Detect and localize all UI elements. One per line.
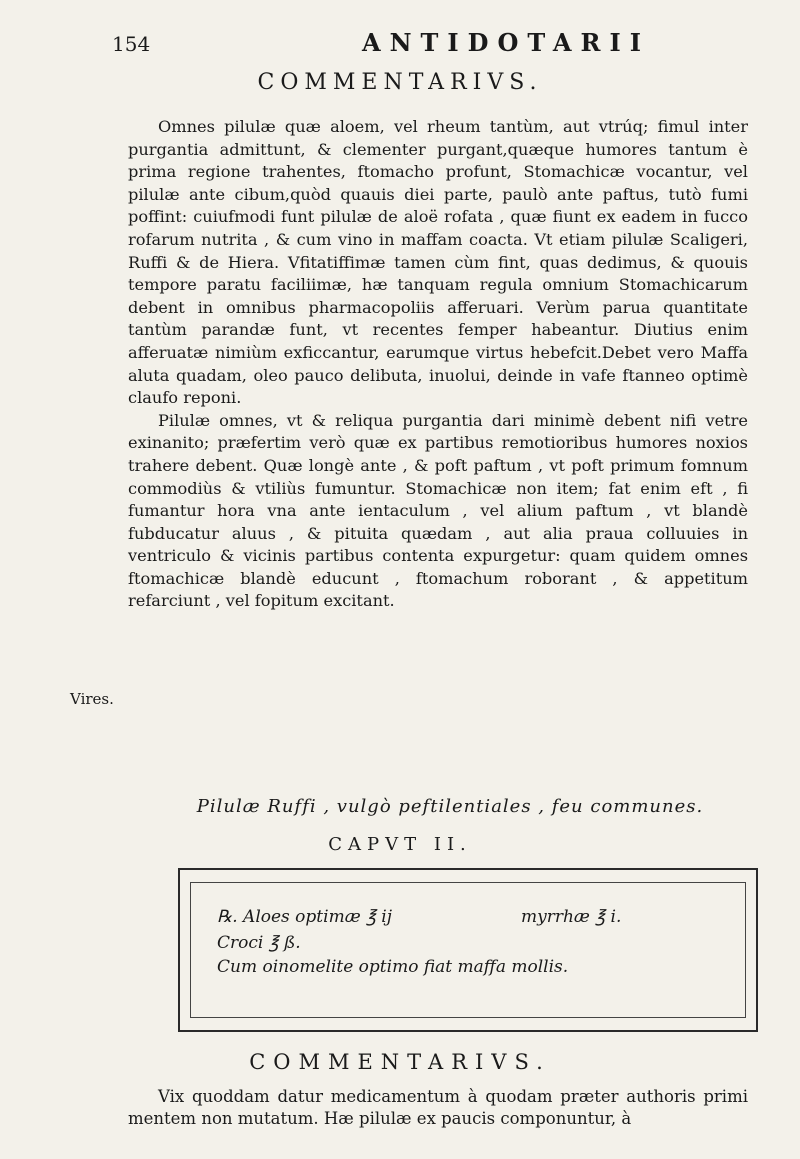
page-number: 154: [112, 32, 151, 56]
page-header: [112, 28, 740, 68]
margin-note: Vires.: [70, 690, 114, 708]
recipe-line: myrrhæ ℥ i.: [521, 907, 622, 927]
recipe-frame: [190, 882, 746, 1018]
section-heading-commentarius: COMMENTARIVS.: [257, 70, 543, 95]
recipe-line: Cum oinomelite optimo fiat maffa mollis.: [217, 957, 569, 977]
section-heading-commentarius: COMMENTARIVS.: [249, 1050, 551, 1074]
recipe-box: [178, 868, 758, 1032]
recipe-title: Pilulæ Ruffi , vulgò peftilentiales , feu communes.: [196, 796, 704, 817]
commentary-text: [128, 1086, 748, 1130]
running-title: ANTIDOTARII: [362, 28, 650, 57]
commentary-text: [128, 116, 748, 613]
paragraph: Vix quoddam datur medicamentum à quodam præter authoris primi mentem non mutatum. Hæ pilulæ ex paucis componuntur, à: [128, 1087, 748, 1128]
recipe-line: Croci ℥ ß.: [217, 933, 301, 953]
paragraph: Omnes pilulæ quæ aloem, vel rheum tantùm, aut vtrúq; fimul inter purgantia admittunt, & clementer purgant,quæque humores tantum è prima regione trahentes, ftomacho profunt, Stomachicæ vocantur, vel pilulæ ante cibum,quòd quauis diei parte, paulò ante paftus, tutò fumi poffint: cuiufmodi funt pilulæ de aloë rofata , quæ fiunt ex eadem in fucco rofarum nutrita , & cum vino in maffam coacta. Vt etiam pilulæ Scaligeri, Ruffi & de Hiera. Vfitatiffimæ tamen cùm fint, quas dedimus, & quouis tempore paratu faciliimæ, hæ tanquam regula omnium Stomachicarum debent in omnibus pharmacopoliis afferuari. Verùm parua quantitate tantùm parandæ funt, vt recentes femper habeantur. Diutius enim afferuatæ nimiùm exficcantur, earumque virtus hebefcit.Debet vero Maffa aluta quadam, oleo pauco delibuta, inuolui, deinde in vafe ftanneo optimè claufo reponi.: [128, 117, 748, 408]
paragraph: Pilulæ omnes, vt & reliqua purgantia dari minimè debent nifi vetre exinanito; præfertim verò quæ ex partibus remotioribus humores noxios trahere debent. Quæ longè ante , & poft paftum , vt poft primum fomnum commodiùs & vtiliùs fumuntur. Stomachicæ non item; fat enim eft , fi fumantur hora vna ante ientaculum , vel alium paftum , vt blandè fubducatur aluus , & pituita quædam , aut alia praua colluuies in ventriculo & vicinis partibus contenta expurgetur: quam quidem omnes ftomachicæ blandè educunt , ftomachum roborant , & appetitum refarciunt , vel fopitum excitant.: [128, 410, 748, 611]
chapter-heading: CAPVT II.: [328, 834, 472, 855]
recipe-line: ℞. Aloes optimæ ℥ ij: [217, 907, 393, 927]
